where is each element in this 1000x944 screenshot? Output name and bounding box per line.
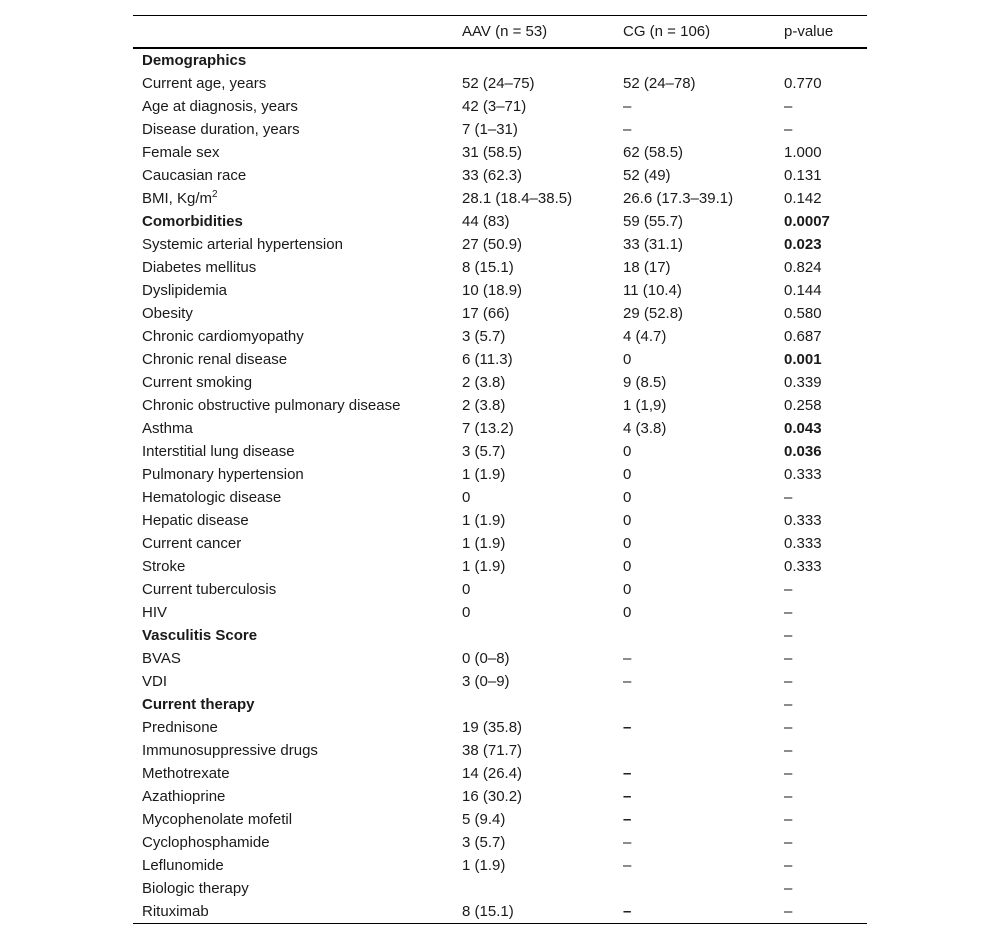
table-row bbox=[133, 900, 867, 924]
aav-value bbox=[453, 877, 614, 900]
cg-value: – bbox=[623, 650, 632, 667]
p-value: 0.824 bbox=[784, 259, 822, 276]
row-label bbox=[133, 808, 453, 831]
cg-value: – bbox=[623, 719, 632, 736]
header-variable bbox=[133, 16, 453, 49]
p-value: – bbox=[784, 673, 793, 690]
aav-value: 27 (50.9) bbox=[462, 236, 523, 253]
p-value: – bbox=[784, 696, 793, 713]
row-label bbox=[133, 463, 453, 486]
p-value: 0.687 bbox=[784, 328, 822, 345]
table-body bbox=[133, 48, 867, 924]
p-value: – bbox=[784, 581, 793, 598]
aav-value: 3 (5.7) bbox=[462, 328, 506, 345]
row-label-text: BMI, Kg/m bbox=[142, 190, 213, 207]
table-row bbox=[133, 785, 867, 808]
row-label bbox=[133, 210, 453, 233]
table-row bbox=[133, 647, 867, 670]
table-row bbox=[133, 164, 867, 187]
table-row bbox=[133, 233, 867, 256]
p-value: – bbox=[784, 834, 793, 851]
cg-value: – bbox=[623, 857, 632, 874]
row-label-text: Obesity bbox=[142, 305, 193, 322]
row-label bbox=[133, 762, 453, 785]
aav-value bbox=[453, 693, 614, 716]
table-row bbox=[133, 417, 867, 440]
row-label bbox=[133, 118, 453, 141]
row-label bbox=[133, 532, 453, 555]
aav-value: 1 (1.9) bbox=[462, 558, 506, 575]
row-label-text: Systemic arterial hypertension bbox=[142, 236, 343, 253]
row-label-text: Current tuberculosis bbox=[142, 581, 277, 598]
row-label bbox=[133, 785, 453, 808]
table-row bbox=[133, 141, 867, 164]
row-label-text: Chronic obstructive pulmonary disease bbox=[142, 397, 401, 414]
p-value: 0.339 bbox=[784, 374, 822, 391]
p-value: – bbox=[784, 627, 793, 644]
table-row bbox=[133, 670, 867, 693]
aav-value: 1 (1.9) bbox=[462, 535, 506, 552]
aav-value: 52 (24–75) bbox=[462, 75, 535, 92]
row-label bbox=[133, 578, 453, 601]
p-value: 0.333 bbox=[784, 535, 822, 552]
aav-value: 3 (0–9) bbox=[462, 673, 510, 690]
row-label bbox=[133, 72, 453, 95]
aav-value: 0 bbox=[462, 581, 471, 598]
row-label-text: Current age, years bbox=[142, 75, 267, 92]
aav-value: 31 (58.5) bbox=[462, 144, 523, 161]
row-label bbox=[133, 509, 453, 532]
row-label bbox=[133, 141, 453, 164]
p-value: – bbox=[784, 857, 793, 874]
aav-value: 14 (26.4) bbox=[462, 765, 523, 782]
cg-value: 0 bbox=[623, 512, 632, 529]
table-row bbox=[133, 486, 867, 509]
cg-value: 1 (1,9) bbox=[623, 397, 667, 414]
cg-value: 4 (3.8) bbox=[623, 420, 667, 437]
p-value: 0.036 bbox=[784, 443, 822, 460]
row-label-text: Diabetes mellitus bbox=[142, 259, 257, 276]
section-row bbox=[133, 48, 867, 72]
cg-value: – bbox=[623, 788, 632, 805]
row-label-text: Comorbidities bbox=[142, 213, 243, 230]
row-label bbox=[133, 302, 453, 325]
row-label-text: Interstitial lung disease bbox=[142, 443, 295, 460]
row-label bbox=[133, 233, 453, 256]
aav-value: 28.1 (18.4–38.5) bbox=[462, 190, 573, 207]
cg-value: 0 bbox=[623, 535, 632, 552]
cg-value: 0 bbox=[623, 581, 632, 598]
row-label-text: Methotrexate bbox=[142, 765, 230, 782]
comparison-table-container bbox=[133, 15, 867, 924]
p-value: 0.258 bbox=[784, 397, 822, 414]
p-value: 0.023 bbox=[784, 236, 822, 253]
row-label-text: Leflunomide bbox=[142, 857, 224, 874]
table-row bbox=[133, 302, 867, 325]
aav-value: 1 (1.9) bbox=[462, 466, 506, 483]
table-row bbox=[133, 532, 867, 555]
row-label bbox=[133, 95, 453, 118]
table-row bbox=[133, 831, 867, 854]
table-row bbox=[133, 762, 867, 785]
section-row bbox=[133, 210, 867, 233]
cg-value: 9 (8.5) bbox=[623, 374, 667, 391]
p-value: – bbox=[784, 719, 793, 736]
p-value: 0.001 bbox=[784, 351, 822, 368]
table-row bbox=[133, 463, 867, 486]
comparison-table bbox=[133, 15, 867, 924]
cg-value: 29 (52.8) bbox=[623, 305, 684, 322]
section-row bbox=[133, 693, 867, 716]
row-label-text: Pulmonary hypertension bbox=[142, 466, 304, 483]
table-row bbox=[133, 394, 867, 417]
aav-value: 17 (66) bbox=[462, 305, 510, 322]
aav-value: 44 (83) bbox=[462, 213, 510, 230]
table-header bbox=[133, 16, 867, 49]
p-value: – bbox=[784, 98, 793, 115]
p-value: – bbox=[784, 788, 793, 805]
p-value: 0.580 bbox=[784, 305, 822, 322]
aav-value: 5 (9.4) bbox=[462, 811, 506, 828]
cg-value bbox=[614, 693, 775, 716]
aav-value: 0 bbox=[462, 489, 471, 506]
p-value: – bbox=[784, 121, 793, 138]
table-row bbox=[133, 877, 867, 900]
cg-value: – bbox=[623, 903, 632, 920]
header-row bbox=[133, 16, 867, 49]
row-label bbox=[133, 716, 453, 739]
row-label-text: Current therapy bbox=[142, 696, 255, 713]
table-row bbox=[133, 601, 867, 624]
row-label bbox=[133, 601, 453, 624]
aav-value: 8 (15.1) bbox=[462, 903, 514, 920]
row-label bbox=[133, 647, 453, 670]
row-label-text: Biologic therapy bbox=[142, 880, 249, 897]
cg-value: 18 (17) bbox=[623, 259, 671, 276]
aav-value: 1 (1.9) bbox=[462, 857, 506, 874]
row-label bbox=[133, 279, 453, 302]
p-value: – bbox=[784, 489, 793, 506]
p-value: 0.333 bbox=[784, 466, 822, 483]
aav-value: 2 (3.8) bbox=[462, 374, 506, 391]
p-value: – bbox=[784, 604, 793, 621]
row-label bbox=[133, 164, 453, 187]
cg-value: 62 (58.5) bbox=[623, 144, 684, 161]
row-label bbox=[133, 831, 453, 854]
row-label bbox=[133, 555, 453, 578]
cg-value: 11 (10.4) bbox=[623, 282, 682, 299]
cg-value: 26.6 (17.3–39.1) bbox=[623, 190, 734, 207]
row-label bbox=[133, 624, 453, 647]
table-row bbox=[133, 440, 867, 463]
row-label bbox=[133, 371, 453, 394]
aav-value: 7 (1–31) bbox=[462, 121, 518, 138]
table-row bbox=[133, 118, 867, 141]
table-row bbox=[133, 95, 867, 118]
aav-value: 16 (30.2) bbox=[462, 788, 523, 805]
table-row bbox=[133, 716, 867, 739]
row-label-text: Female sex bbox=[142, 144, 220, 161]
aav-value: 7 (13.2) bbox=[462, 420, 514, 437]
row-label-text: Current cancer bbox=[142, 535, 242, 552]
row-label bbox=[133, 348, 453, 371]
table-row bbox=[133, 555, 867, 578]
row-label-text: Caucasian race bbox=[142, 167, 247, 184]
row-label bbox=[133, 877, 453, 900]
cg-value: 0 bbox=[623, 466, 632, 483]
p-value: 1.000 bbox=[784, 144, 822, 161]
aav-value: 0 bbox=[462, 604, 471, 621]
row-label-text: VDI bbox=[142, 673, 168, 690]
row-label bbox=[133, 48, 453, 72]
cg-value bbox=[614, 739, 775, 762]
p-value: – bbox=[784, 765, 793, 782]
cg-value: – bbox=[623, 673, 632, 690]
cg-value bbox=[614, 624, 775, 647]
cg-value: – bbox=[623, 834, 632, 851]
row-label-superscript: 2 bbox=[212, 189, 218, 200]
row-label-text: Asthma bbox=[142, 420, 193, 437]
table-row bbox=[133, 279, 867, 302]
cg-value bbox=[614, 48, 775, 72]
table-row bbox=[133, 325, 867, 348]
table-row bbox=[133, 509, 867, 532]
aav-value: 3 (5.7) bbox=[462, 834, 506, 851]
aav-value: 19 (35.8) bbox=[462, 719, 523, 736]
cg-value: 0 bbox=[623, 558, 632, 575]
cg-value: 4 (4.7) bbox=[623, 328, 667, 345]
section-row bbox=[133, 624, 867, 647]
cg-value: 0 bbox=[623, 604, 632, 621]
table-row bbox=[133, 72, 867, 95]
row-label-text: BVAS bbox=[142, 650, 181, 667]
row-label bbox=[133, 325, 453, 348]
cg-value bbox=[614, 877, 775, 900]
aav-value: 6 (11.3) bbox=[462, 351, 513, 368]
cg-value: 0 bbox=[623, 351, 632, 368]
aav-value: 3 (5.7) bbox=[462, 443, 506, 460]
p-value: 0.142 bbox=[784, 190, 822, 207]
row-label bbox=[133, 440, 453, 463]
header-cg: CG (n = 106) bbox=[623, 23, 711, 40]
aav-value: 38 (71.7) bbox=[462, 742, 523, 759]
aav-value: 42 (3–71) bbox=[462, 98, 527, 115]
p-value: 0.333 bbox=[784, 512, 822, 529]
row-label-text: Current smoking bbox=[142, 374, 253, 391]
row-label-text: Hepatic disease bbox=[142, 512, 249, 529]
row-label bbox=[133, 693, 453, 716]
aav-value: 2 (3.8) bbox=[462, 397, 506, 414]
aav-value: 33 (62.3) bbox=[462, 167, 523, 184]
p-value: – bbox=[784, 880, 793, 897]
p-value: – bbox=[784, 742, 793, 759]
row-label-text: Hematologic disease bbox=[142, 489, 282, 506]
row-label bbox=[133, 256, 453, 279]
row-label bbox=[133, 417, 453, 440]
row-label-text: Rituximab bbox=[142, 903, 209, 920]
table-row bbox=[133, 578, 867, 601]
p-value: – bbox=[784, 903, 793, 920]
row-label bbox=[133, 486, 453, 509]
p-value: 0.770 bbox=[784, 75, 822, 92]
cg-value: – bbox=[623, 98, 632, 115]
aav-value: 8 (15.1) bbox=[462, 259, 514, 276]
cg-value: 52 (49) bbox=[623, 167, 671, 184]
row-label-text: Stroke bbox=[142, 558, 186, 575]
row-label bbox=[133, 739, 453, 762]
p-value: 0.043 bbox=[784, 420, 822, 437]
p-value: – bbox=[784, 650, 793, 667]
row-label-text: HIV bbox=[142, 604, 168, 621]
table-row bbox=[133, 854, 867, 877]
cg-value: – bbox=[623, 811, 632, 828]
row-label-text: Cyclophosphamide bbox=[142, 834, 270, 851]
row-label bbox=[133, 854, 453, 877]
cg-value: 33 (31.1) bbox=[623, 236, 684, 253]
p-value: – bbox=[784, 811, 793, 828]
aav-value bbox=[453, 624, 614, 647]
cg-value: 52 (24–78) bbox=[623, 75, 696, 92]
p-value: 0.333 bbox=[784, 558, 822, 575]
cg-value: – bbox=[623, 765, 632, 782]
cg-value: 59 (55.7) bbox=[623, 213, 684, 230]
row-label bbox=[133, 394, 453, 417]
aav-value: 1 (1.9) bbox=[462, 512, 506, 529]
row-label-text: Chronic cardiomyopathy bbox=[142, 328, 304, 345]
row-label bbox=[133, 900, 453, 924]
row-label-text: Age at diagnosis, years bbox=[142, 98, 298, 115]
row-label-text: Immunosuppressive drugs bbox=[142, 742, 318, 759]
header-pvalue: p-value bbox=[784, 23, 834, 40]
table-row bbox=[133, 371, 867, 394]
aav-value bbox=[453, 48, 614, 72]
table-row bbox=[133, 348, 867, 371]
table-row bbox=[133, 256, 867, 279]
row-label-text: Mycophenolate mofetil bbox=[142, 811, 293, 828]
table-row bbox=[133, 187, 867, 210]
p-value: 0.0007 bbox=[784, 213, 830, 230]
row-label-text: Demographics bbox=[142, 52, 247, 69]
row-label-text: Prednisone bbox=[142, 719, 218, 736]
row-label bbox=[133, 187, 453, 210]
header-aav: AAV (n = 53) bbox=[462, 23, 548, 40]
table-row bbox=[133, 808, 867, 831]
row-label-text: Dyslipidemia bbox=[142, 282, 228, 299]
aav-value: 0 (0–8) bbox=[462, 650, 510, 667]
p-value: 0.131 bbox=[784, 167, 822, 184]
row-label bbox=[133, 670, 453, 693]
aav-value: 10 (18.9) bbox=[462, 282, 523, 299]
cg-value: – bbox=[623, 121, 632, 138]
row-label-text: Vasculitis Score bbox=[142, 627, 258, 644]
p-value bbox=[775, 48, 867, 72]
table-row bbox=[133, 739, 867, 762]
cg-value: 0 bbox=[623, 489, 632, 506]
cg-value: 0 bbox=[623, 443, 632, 460]
row-label-text: Chronic renal disease bbox=[142, 351, 288, 368]
row-label-text: Azathioprine bbox=[142, 788, 226, 805]
p-value: 0.144 bbox=[784, 282, 822, 299]
row-label-text: Disease duration, years bbox=[142, 121, 300, 138]
